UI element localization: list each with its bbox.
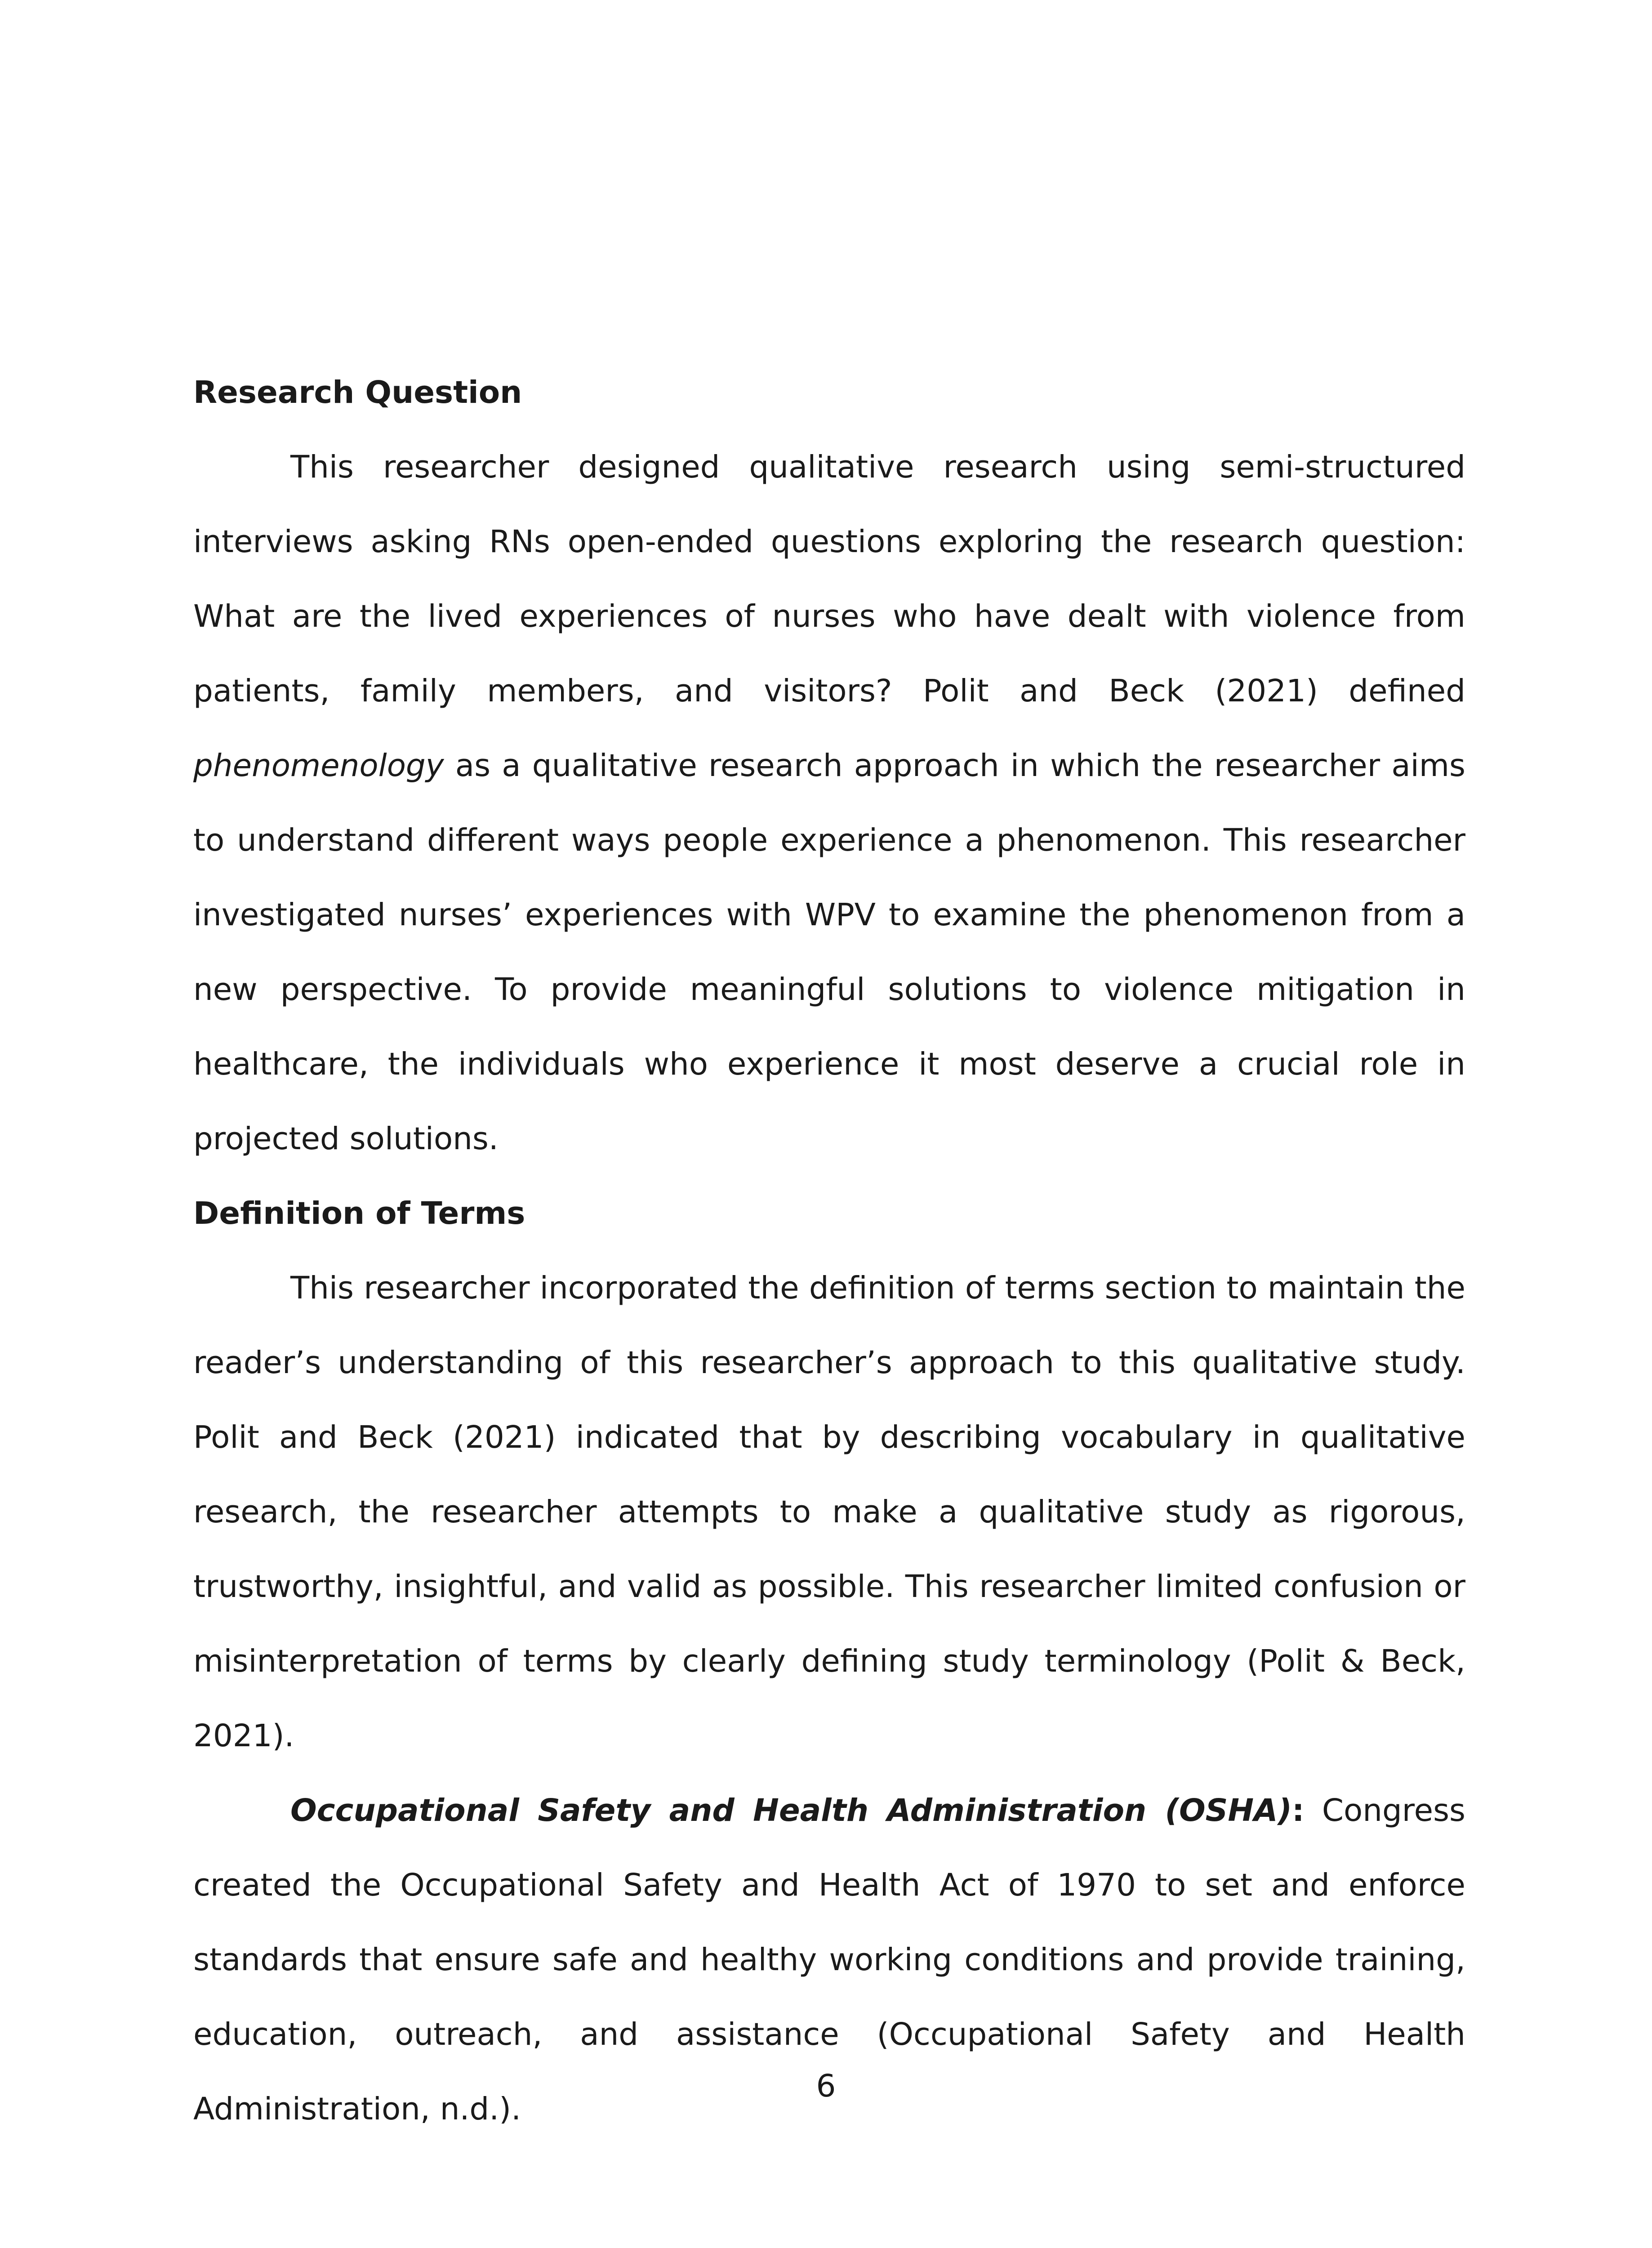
paragraph-text: This researcher designed qualitative research using semi-structured interviews asking RNs open-ended questions exploring the research question: What are the lived experiences of nurses who have dealt with violence from patients, family members, and visitors? Polit and Beck (2021) defined — [193, 449, 1465, 709]
paragraph-research-question — [193, 430, 1465, 1176]
paragraph-text: as a qualitative research approach in which the researcher aims to understand different ways people experience a phenomenon. This researcher investigated nurses’ experiences with WPV to examine the phenomenon from a new perspective. To provide meaningful solutions to violence mitigation in healthcare, the individuals who experience it most deserve a crucial role in projected solutions. — [193, 748, 1465, 1157]
term-separator: : — [1292, 1793, 1305, 1829]
italic-term-phenomenology: phenomenology — [193, 748, 444, 784]
paragraph-definition-of-terms: This researcher incorporated the definition of terms section to maintain the reader’s understanding of this researcher’s approach to this qualitative study. Polit and Beck (2021) indicated that by describing vocabulary in qualitative research, the researcher attempts to make a qualitative study as rigorous, trustworthy, insightful, and valid as possible. This researcher limited confusion or misinterpretation of terms by clearly defining study terminology (Polit & Beck, 2021). — [193, 1270, 1465, 1754]
term-definition-text: Congress created the Occupational Safety and Health Act of 1970 to set and enforce standards that ensure safe and healthy working conditions and provide training, education, outreach, and assistance (Occupational Safety and Health Administration, n.d.). — [193, 1793, 1465, 2127]
heading-definition-of-terms: Definition of Terms — [193, 1195, 525, 1231]
body-text — [193, 355, 1465, 2146]
term-name: Occupational Safety and Health Administration (OSHA) — [290, 1793, 1292, 1829]
heading-research-question: Research Question — [193, 375, 522, 410]
page-number: 6 — [816, 2068, 836, 2104]
